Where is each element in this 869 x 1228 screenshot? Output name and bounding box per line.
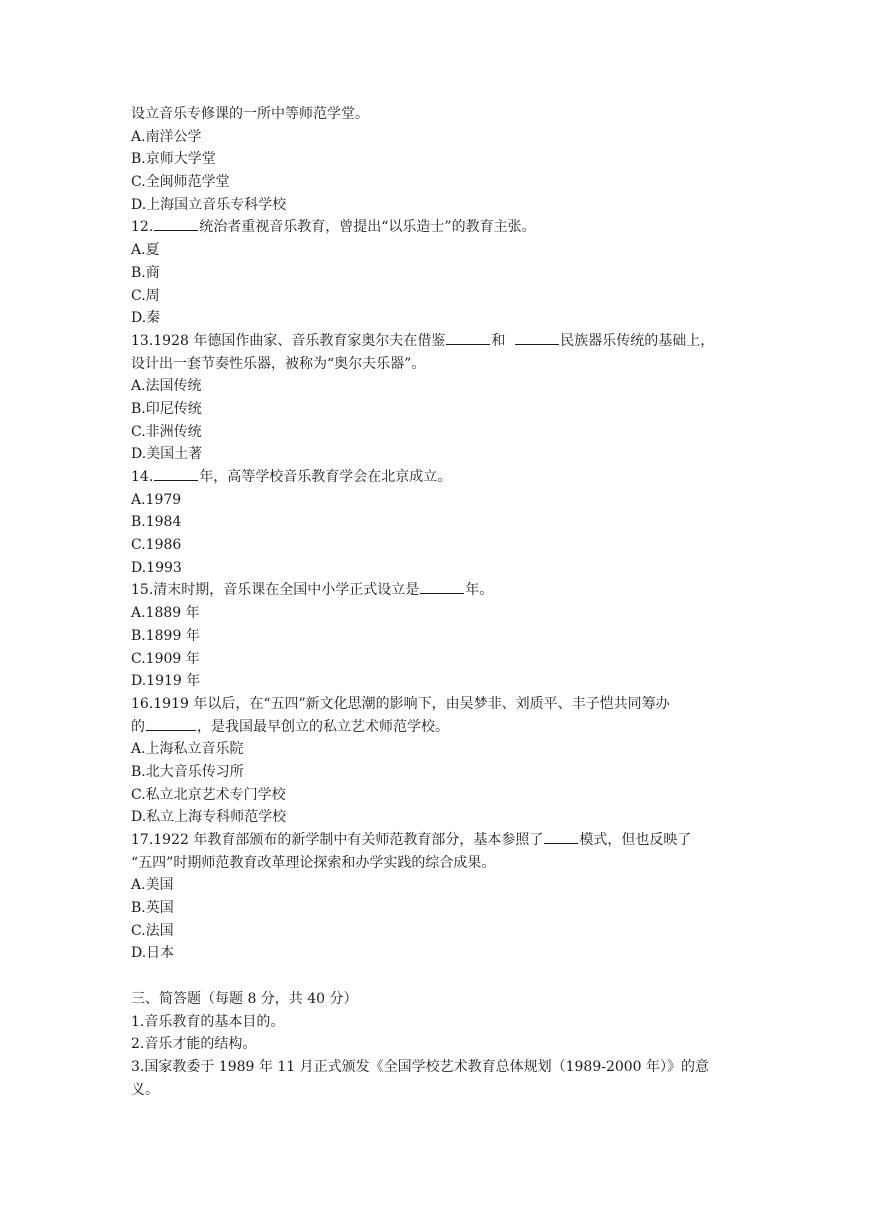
q14-option-c: C.1986: [131, 537, 182, 554]
q16-text-post: ，是我国最早创立的私立艺术师范学校。: [197, 718, 449, 735]
q15-option-b: B.1899 年: [131, 627, 200, 644]
q11-tail: 设立音乐专修课的一所中等师范学堂。: [131, 106, 369, 122]
q13-option-b: B.印尼传统: [131, 400, 202, 417]
q13-option-a: A.法国传统: [131, 378, 202, 395]
q14-text: 年，高等学校音乐教育学会在北京成立。: [199, 469, 452, 485]
q12-option-a: A.夏: [131, 242, 160, 259]
q14-number: 14.: [131, 469, 154, 485]
q17-option-a: A.美国: [131, 877, 174, 894]
q11-option-c: C.全闽师范学堂: [131, 174, 230, 191]
q12-text: 统治者重视音乐教育，曾提出“以乐造士”的教育主张。: [199, 219, 536, 236]
exam-page: [131, 103, 751, 1101]
section3-title: 三、简答题（每题 8 分，共 40 分）: [131, 990, 358, 1007]
q13-text-post: 民族器乐传统的基础上，: [560, 332, 715, 349]
answer-blank: [420, 579, 464, 594]
answer-blank: [446, 330, 490, 345]
q14-option-d: D.1993: [131, 559, 182, 576]
q16-option-b: B.北大音乐传习所: [131, 763, 244, 780]
q16-option-c: C.私立北京艺术专门学校: [131, 786, 286, 803]
q15-text-pre: 15.清末时期，音乐课在全国中小学正式设立是: [131, 582, 420, 599]
q17-option-b: B.英国: [131, 900, 174, 917]
q17-option-c: C.法国: [131, 922, 174, 939]
q15-stem: [131, 579, 751, 602]
q17-stem-line2: “五四”时期师范教育改革理论探索和办学实践的综合成果。: [131, 854, 496, 871]
answer-blank: [544, 829, 578, 844]
q12-stem: [131, 216, 751, 239]
q13-option-c: C.非洲传统: [131, 423, 202, 440]
q16-stem-line2: [131, 716, 751, 739]
answer-blank: [154, 466, 198, 481]
q17-option-d: D.日本: [131, 945, 175, 962]
q16-option-d: D.私立上海专科师范学校: [131, 809, 287, 826]
q11-option-a: A.南洋公学: [131, 128, 202, 145]
q15-text-post: 年。: [465, 582, 494, 599]
q16-text-pre: 的: [131, 718, 145, 735]
q13-stem-line2: 设计出一套节奏性乐器，被称为“奥尔夫乐器”。: [131, 355, 426, 372]
q16-stem-line1: 16.1919 年以后，在“五四”新文化思潮的影响下，由吴梦非、刘质平、丰子恺共同筹办: [131, 695, 670, 712]
section3-item-3: 3.国家教委于 1989 年 11 月正式颁发《全国学校艺术教育总体规划（1989-2000 年）》的意: [131, 1058, 710, 1075]
q12-number: 12.: [131, 219, 154, 236]
q12-option-d: D.秦: [131, 310, 161, 327]
section-spacer: [131, 965, 751, 988]
q17-stem-line1: [131, 829, 751, 852]
q13-text-mid: 和: [491, 332, 506, 349]
section3-item-1: 1.音乐教育的基本目的。: [131, 1013, 285, 1030]
q12-option-b: B.商: [131, 264, 160, 281]
q11-option-b: B.京师大学堂: [131, 151, 216, 168]
q15-option-a: A.1889 年: [131, 605, 200, 622]
q12-option-c: C.周: [131, 287, 160, 304]
q13-option-d: D.美国土著: [131, 446, 203, 463]
q13-stem-line1: [131, 330, 751, 353]
q17-text-pre: 17.1922 年教育部颁布的新学制中有关师范教育部分，基本参照了: [131, 832, 544, 848]
q14-option-a: A.1979: [131, 491, 182, 508]
q15-option-c: C.1909 年: [131, 650, 200, 667]
q11-option-d: D.上海国立音乐专科学校: [131, 196, 287, 213]
answer-blank: [154, 216, 198, 231]
q14-option-b: B.1984: [131, 514, 182, 531]
section3-item-2: 2.音乐才能的结构。: [131, 1036, 257, 1053]
section3-item-3-cont: 义。: [131, 1081, 159, 1098]
q16-option-a: A.上海私立音乐院: [131, 741, 244, 758]
q15-option-d: D.1919 年: [131, 673, 201, 690]
answer-blank: [515, 330, 559, 345]
answer-blank: [146, 716, 196, 731]
q17-text-post: 模式，但也反映了: [579, 832, 692, 848]
q13-text-pre: 13.1928 年德国作曲家、音乐教育家奥尔夫在借鉴: [131, 332, 446, 349]
q14-stem: [131, 466, 751, 489]
